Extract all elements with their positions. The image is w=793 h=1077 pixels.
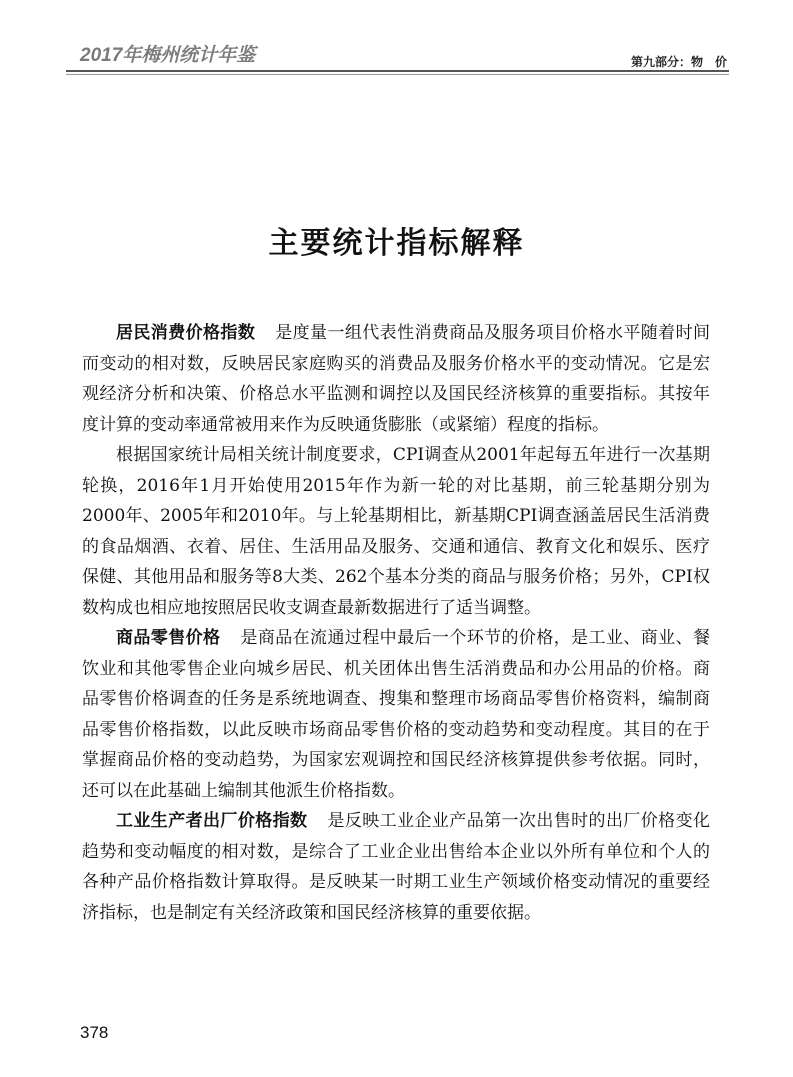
- paragraph-cpi-base: [82, 440, 710, 623]
- page-title: 主要统计指标解释: [268, 226, 525, 261]
- term-cpi: 居民消费价格指数: [116, 323, 256, 343]
- paragraph-retail-price: [82, 623, 710, 806]
- page-number: 378: [80, 1023, 109, 1042]
- paragraph-text: 是反映工业企业产品第一次出售时的出厂价格变化趋势和变动幅度的相对数，是综合了工业企业出售给本企业以外所有单位和个人的各种产品价格指数计算取得。是反映某一时期工业生产领域价格变动情况的重要经济指标，也是制定有关经济政策和国民经济核算的重要依据。: [82, 811, 710, 923]
- term-ppi: 工业生产者出厂价格指数: [116, 811, 308, 831]
- section-label: 第九部分：物 价: [630, 55, 727, 69]
- header-divider: [66, 70, 729, 72]
- term-retail-price: 商品零售价格: [116, 628, 221, 648]
- paragraph-cpi: [82, 318, 710, 440]
- header-divider-thin: [66, 74, 729, 75]
- paragraph-ppi: [82, 806, 710, 928]
- body-text: [82, 318, 710, 928]
- paragraph-text: 根据国家统计局相关统计制度要求，CPI调查从2001年起每五年进行一次基期轮换，2016年1月开始使用2015年作为新一轮的对比基期，前三轮基期分别为2000年、2005年和2010年。与上轮基期相比，新基期CPI调查涵盖居民生活消费的食品烟酒、衣着、居住、生活用品及服务、交通和通信、教育文化和娱乐、医疗保健、其他用品和服务等8大类、262个基本分类的商品与服务价格；另外，CPI权数构成也相应地按照居民收支调查最新数据进行了适当调整。: [82, 445, 710, 618]
- paragraph-text: 是度量一组代表性消费商品及服务项目价格水平随着时间而变动的相对数，反映居民家庭购买的消费品及服务价格水平的变动情况。它是宏观经济分析和决策、价格总水平监测和调控以及国民经济核算的重要指标。其按年度计算的变动率通常被用来作为反映通货膨胀（或紧缩）程度的指标。: [82, 323, 710, 435]
- paragraph-text: 是商品在流通过程中最后一个环节的价格，是工业、商业、餐饮业和其他零售企业向城乡居民、机关团体出售生活消费品和办公用品的价格。商品零售价格调查的任务是系统地调查、搜集和整理市场商品零售价格资料，编制商品零售价格指数，以此反映市场商品零售价格的变动趋势和变动程度。其目的在于掌握商品价格的变动趋势，为国家宏观调控和国民经济核算提供参考依据。同时，还可以在此基础上编制其他派生价格指数。: [82, 628, 710, 801]
- yearbook-title: 2017年梅州统计年鉴: [80, 45, 256, 66]
